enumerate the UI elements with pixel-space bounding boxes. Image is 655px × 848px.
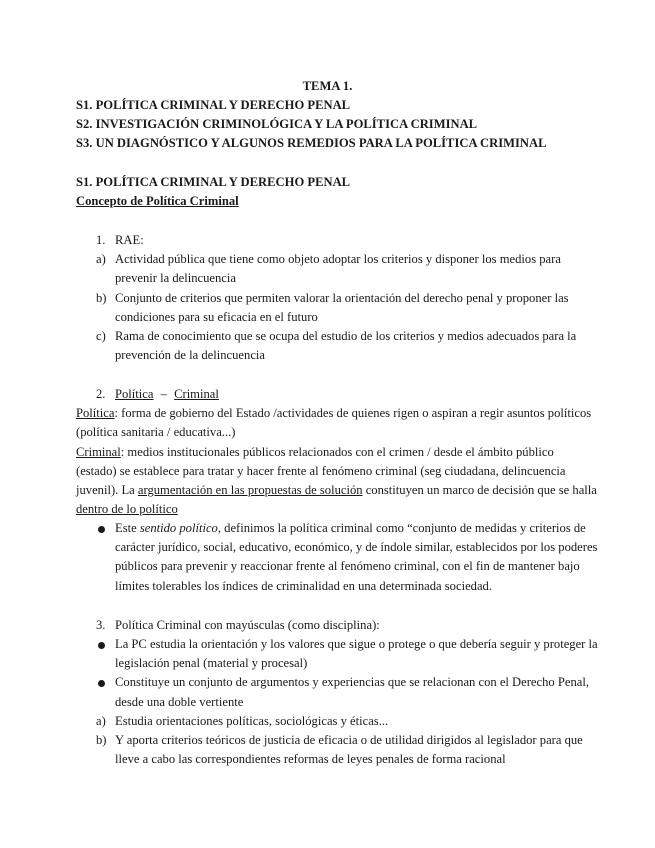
item1-b-line2: condiciones para su eficacia en el futuro xyxy=(115,310,318,324)
item3-a-letter: a) xyxy=(96,714,106,728)
item3-b-letter: b) xyxy=(96,733,107,747)
criminal-definition-line3 xyxy=(76,481,597,500)
item2-bullet-line4: límites tolerables los índices de criminalidad en una determinada sociedad. xyxy=(115,579,492,593)
item1-c-line1: Rama de conocimiento que se ocupa del estudio de los criterios y medios adecuados para la xyxy=(115,329,577,343)
item2-number: 2. xyxy=(96,387,106,401)
criminal-def3-end: constituyen un marco de decisión que se halla xyxy=(362,483,597,497)
item3-bullet2-line1: Constituye un conjunto de argumentos y experiencias que se relacionan con el Derecho Penal, xyxy=(115,675,589,689)
item3-b-line2: lleve a cabo las correspondientes reformas de leyes penales de forma racional xyxy=(115,752,506,766)
item1-b-line1: Conjunto de criterios que permiten valorar la orientación del derecho penal y proponer las xyxy=(115,291,569,305)
item2-dash: – xyxy=(160,387,167,401)
politica-term: Política xyxy=(76,406,115,420)
item1-c-line2: prevención de la delincuencia xyxy=(115,348,265,362)
header-s1: S1. POLÍTICA CRIMINAL Y DERECHO PENAL xyxy=(76,98,351,112)
item2-bullet-line1 xyxy=(115,519,586,538)
item1-label: RAE: xyxy=(115,233,144,247)
politica-definition-text: : forma de gobierno del Estado /actividades de quienes rigen o aspiran a regir asuntos políticos xyxy=(114,406,592,420)
item1-a-line2: prevenir la delincuencia xyxy=(115,271,236,285)
item2-word-criminal: Criminal xyxy=(174,387,219,401)
bullet-icon xyxy=(98,680,105,687)
bullet-icon xyxy=(98,526,105,533)
argumentacion-underlined: argumentación en las propuestas de solución xyxy=(137,483,363,497)
header-s2: S2. INVESTIGACIÓN CRIMINOLÓGICA Y LA POLÍTICA CRIMINAL xyxy=(76,117,478,131)
item3-a-line1: Estudia orientaciones políticas, sociológicas y éticas... xyxy=(115,714,389,728)
item1-c-letter: c) xyxy=(96,329,106,343)
criminal-definition-line4: dentro de lo político xyxy=(76,502,178,516)
section-title: S1. POLÍTICA CRIMINAL Y DERECHO PENAL xyxy=(76,175,351,189)
item1-number: 1. xyxy=(96,233,106,247)
criminal-def3-start: juvenil). La xyxy=(76,483,138,497)
bullet-line1-rest: , definimos la política criminal como “conjunto de medidas y criterios de xyxy=(217,521,586,535)
criminal-definition-text: : medios institucionales públicos relacionados con el crimen / desde el ámbito público xyxy=(120,445,554,459)
criminal-definition-line1 xyxy=(76,443,554,462)
item3-label: Política Criminal con mayúsculas (como disciplina): xyxy=(115,618,380,632)
bullet-prefix: Este xyxy=(115,521,140,535)
item2-word-politica: Política xyxy=(115,387,154,401)
politica-definition-line1 xyxy=(76,404,591,423)
item3-b-line1: Y aporta criterios teóricos de justicia de eficacia o de utilidad dirigidos al legislador para que xyxy=(115,733,583,747)
criminal-definition-line2: (estado) se establece para tratar y hacer frente al fenómeno criminal (seg ciudadana, delincuencia xyxy=(76,464,566,478)
item3-number: 3. xyxy=(96,618,106,632)
item2-bullet-line3: públicos para prevenir y reaccionar frente al fenómeno criminal, con el fin de mantener bajo xyxy=(115,559,580,573)
item1-a-letter: a) xyxy=(96,252,106,266)
politica-definition-line2: (política sanitaria / educativa...) xyxy=(76,425,236,439)
sentido-politico-italic: sentido político xyxy=(139,521,218,535)
item3-bullet1-line2: legislación penal (material y procesal) xyxy=(115,656,308,670)
item3-bullet1-line1: La PC estudia la orientación y los valores que sigue o protege o que debería seguir y proteger la xyxy=(115,637,598,651)
criminal-term: Criminal xyxy=(76,445,121,459)
tema-heading: TEMA 1. xyxy=(302,79,353,93)
section-subtitle: Concepto de Política Criminal xyxy=(76,194,239,208)
item2-bullet-line2: carácter jurídico, social, educativo, económico, y de índole similar, establecidos por los poderes xyxy=(115,540,598,554)
item1-b-letter: b) xyxy=(96,291,107,305)
header-s3: S3. UN DIAGNÓSTICO Y ALGUNOS REMEDIOS PARA LA POLÍTICA CRIMINAL xyxy=(76,136,547,150)
item2-title xyxy=(115,385,219,404)
item3-bullet2-line2: desde una doble vertiente xyxy=(115,695,244,709)
bullet-icon xyxy=(98,642,105,649)
item1-a-line1: Actividad pública que tiene como objeto adoptar los criterios y disponer los medios para xyxy=(115,252,561,266)
